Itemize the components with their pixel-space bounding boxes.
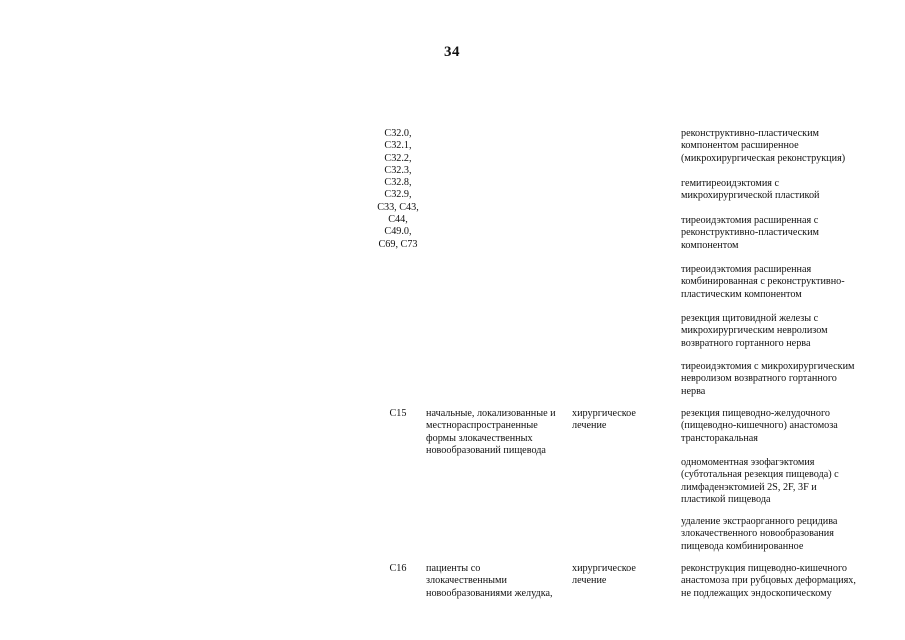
code-line: C32.0, xyxy=(384,128,412,139)
code-line: C15 xyxy=(389,408,407,419)
row-3-code xyxy=(370,563,426,575)
treatment-line: лечение xyxy=(572,575,607,587)
method-line: гемитиреоидэктомия с xyxy=(681,178,780,189)
treatment-line: хирургическое xyxy=(572,408,636,419)
method-line: реконструкция пищеводно-кишечного xyxy=(681,563,847,574)
method-line: реконструктивно-пластическим xyxy=(681,227,819,239)
treatment-cell xyxy=(572,563,636,588)
condition-line: формы злокачественных xyxy=(426,432,533,444)
method-line: резекция пищеводно-желудочного xyxy=(681,408,830,419)
method-item xyxy=(681,361,854,398)
condition-line: новообразований пищевода xyxy=(426,444,546,456)
method-line: тиреоидэктомия с микрохирургическим xyxy=(681,361,855,372)
method-line: одномоментная эзофагэктомия xyxy=(681,457,815,468)
condition-cell xyxy=(426,563,553,600)
method-line: возвратного гортанного нерва xyxy=(681,337,811,349)
method-line: невролизом возвратного гортанного xyxy=(681,373,837,385)
method-item xyxy=(681,215,819,252)
code-line: C33, C43, xyxy=(377,201,419,213)
code-line: C44, xyxy=(388,214,408,226)
condition-cell xyxy=(426,408,556,457)
code-line: C69, C73 xyxy=(378,238,418,250)
method-line: пластикой пищевода xyxy=(681,493,771,505)
method-line: трансторакальная xyxy=(681,432,758,444)
method-item xyxy=(681,408,838,445)
page-number: 34 xyxy=(444,44,460,60)
method-item xyxy=(681,128,845,165)
code-line: C32.2, xyxy=(384,152,412,164)
row-1-codes xyxy=(370,128,426,251)
code-line: C32.1, xyxy=(384,140,412,152)
method-line: пищевода комбинированное xyxy=(681,540,804,552)
method-item xyxy=(681,516,837,553)
method-item xyxy=(681,313,828,350)
method-line: реконструктивно-пластическим xyxy=(681,128,819,139)
method-line: пластическим компонентом xyxy=(681,288,802,300)
method-line: резекция щитовидной железы с xyxy=(681,313,819,324)
method-line: компонентом расширенное xyxy=(681,140,799,152)
condition-line: пациенты со xyxy=(426,563,481,574)
method-line: злокачественного новообразования xyxy=(681,528,834,540)
method-line: компонентом xyxy=(681,239,739,251)
method-line: (микрохирургическая реконструкция) xyxy=(681,152,846,164)
method-line: анастомоза при рубцовых деформациях, xyxy=(681,575,856,587)
condition-line: местнораспространенные xyxy=(426,420,538,432)
method-line: комбинированная с реконструктивно- xyxy=(681,276,845,288)
condition-line: злокачественными xyxy=(426,575,507,587)
method-line: тиреоидэктомия расширенная xyxy=(681,264,812,275)
treatment-line: лечение xyxy=(572,420,607,432)
condition-line: новообразованиями желудка, xyxy=(426,587,553,599)
code-line: C16 xyxy=(389,563,407,574)
treatment-cell xyxy=(572,408,636,433)
method-item xyxy=(681,264,845,301)
method-line: микрохирургическим невролизом xyxy=(681,325,828,337)
method-line: не подлежащих эндоскопическому xyxy=(681,587,832,599)
row-2-code xyxy=(370,408,426,420)
method-line: тиреоидэктомия расширенная с xyxy=(681,215,819,226)
code-line: C32.9, xyxy=(384,189,412,201)
code-line: C32.8, xyxy=(384,177,412,189)
method-item xyxy=(681,457,839,506)
method-line: удаление экстраорганного рецидива xyxy=(681,516,838,527)
method-line: (субтотальная резекция пищевода) с xyxy=(681,469,839,481)
method-item xyxy=(681,563,856,600)
method-line: (пищеводно-кишечного) анастомоза xyxy=(681,420,838,432)
method-line: микрохирургической пластикой xyxy=(681,190,820,202)
method-item xyxy=(681,178,820,203)
condition-line: начальные, локализованные и xyxy=(426,408,556,419)
code-line: C32.3, xyxy=(384,164,412,176)
treatment-line: хирургическое xyxy=(572,563,636,574)
method-line: нерва xyxy=(681,385,706,397)
code-line: C49.0, xyxy=(384,226,412,238)
method-line: лимфаденэктомией 2S, 2F, 3F и xyxy=(681,481,817,493)
